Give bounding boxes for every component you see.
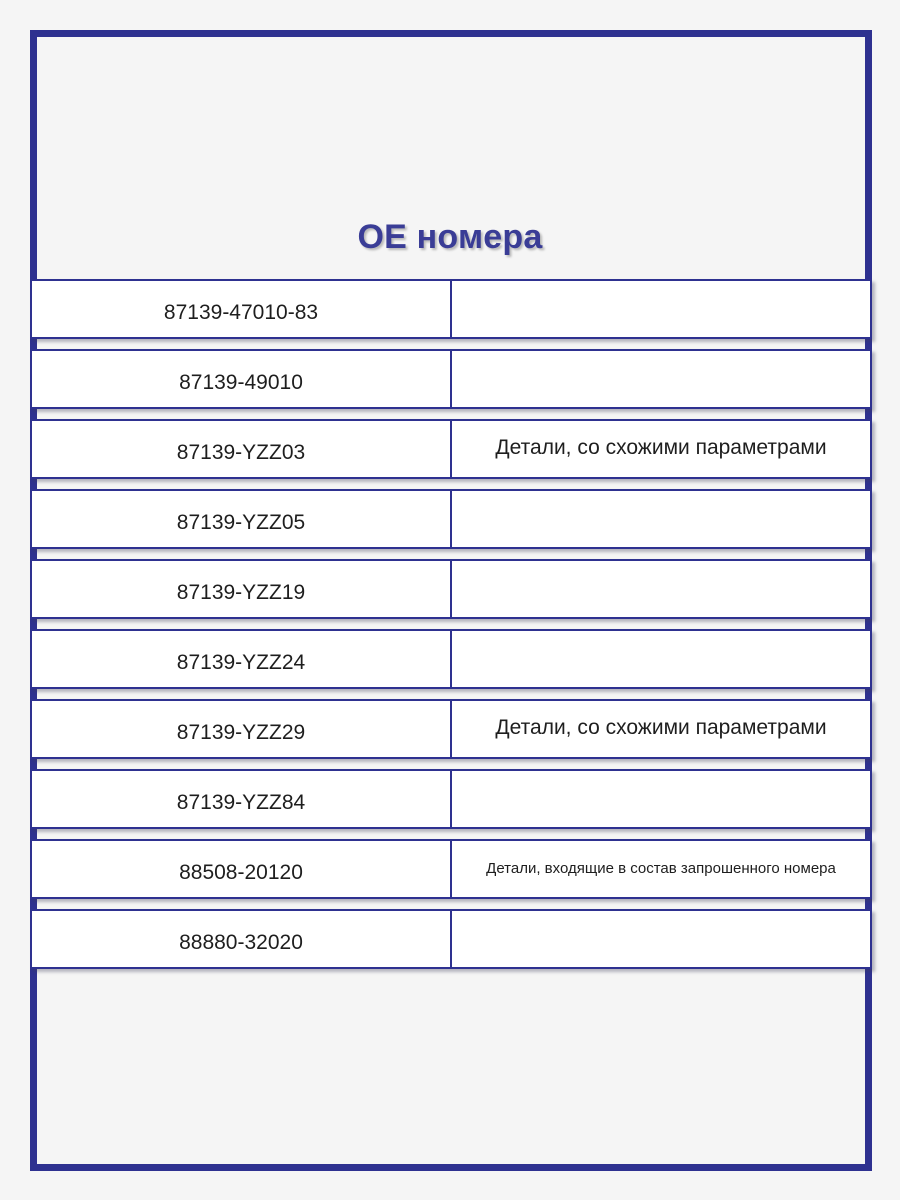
oe-numbers-table xyxy=(30,279,872,969)
oe-number-cell: 88880-32020 xyxy=(32,911,452,967)
table-row xyxy=(30,419,872,479)
oe-number-cell: 87139-49010 xyxy=(32,351,452,407)
note-cell: Детали, входящие в состав запрошенного номера xyxy=(452,841,870,897)
table-row xyxy=(30,769,872,829)
note-cell: Детали, со схожими параметрами xyxy=(452,421,870,477)
page-title: OE номера xyxy=(357,218,543,256)
oe-number-cell: 87139-YZZ03 xyxy=(32,421,452,477)
oe-number-cell: 87139-47010-83 xyxy=(32,281,452,337)
note-cell xyxy=(452,351,870,407)
table-row xyxy=(30,699,872,759)
table-row xyxy=(30,839,872,899)
note-cell xyxy=(452,561,870,617)
note-cell xyxy=(452,771,870,827)
note-cell xyxy=(452,281,870,337)
table-row xyxy=(30,279,872,339)
table-row xyxy=(30,559,872,619)
table-row xyxy=(30,489,872,549)
table-row xyxy=(30,909,872,969)
note-cell xyxy=(452,491,870,547)
table-row xyxy=(30,349,872,409)
table-row xyxy=(30,629,872,689)
oe-number-cell: 87139-YZZ24 xyxy=(32,631,452,687)
note-cell xyxy=(452,911,870,967)
oe-number-cell: 87139-YZZ19 xyxy=(32,561,452,617)
oe-number-cell: 87139-YZZ05 xyxy=(32,491,452,547)
oe-number-cell: 87139-YZZ29 xyxy=(32,701,452,757)
oe-number-cell: 88508-20120 xyxy=(32,841,452,897)
oe-number-cell: 87139-YZZ84 xyxy=(32,771,452,827)
note-cell xyxy=(452,631,870,687)
note-cell: Детали, со схожими параметрами xyxy=(452,701,870,757)
